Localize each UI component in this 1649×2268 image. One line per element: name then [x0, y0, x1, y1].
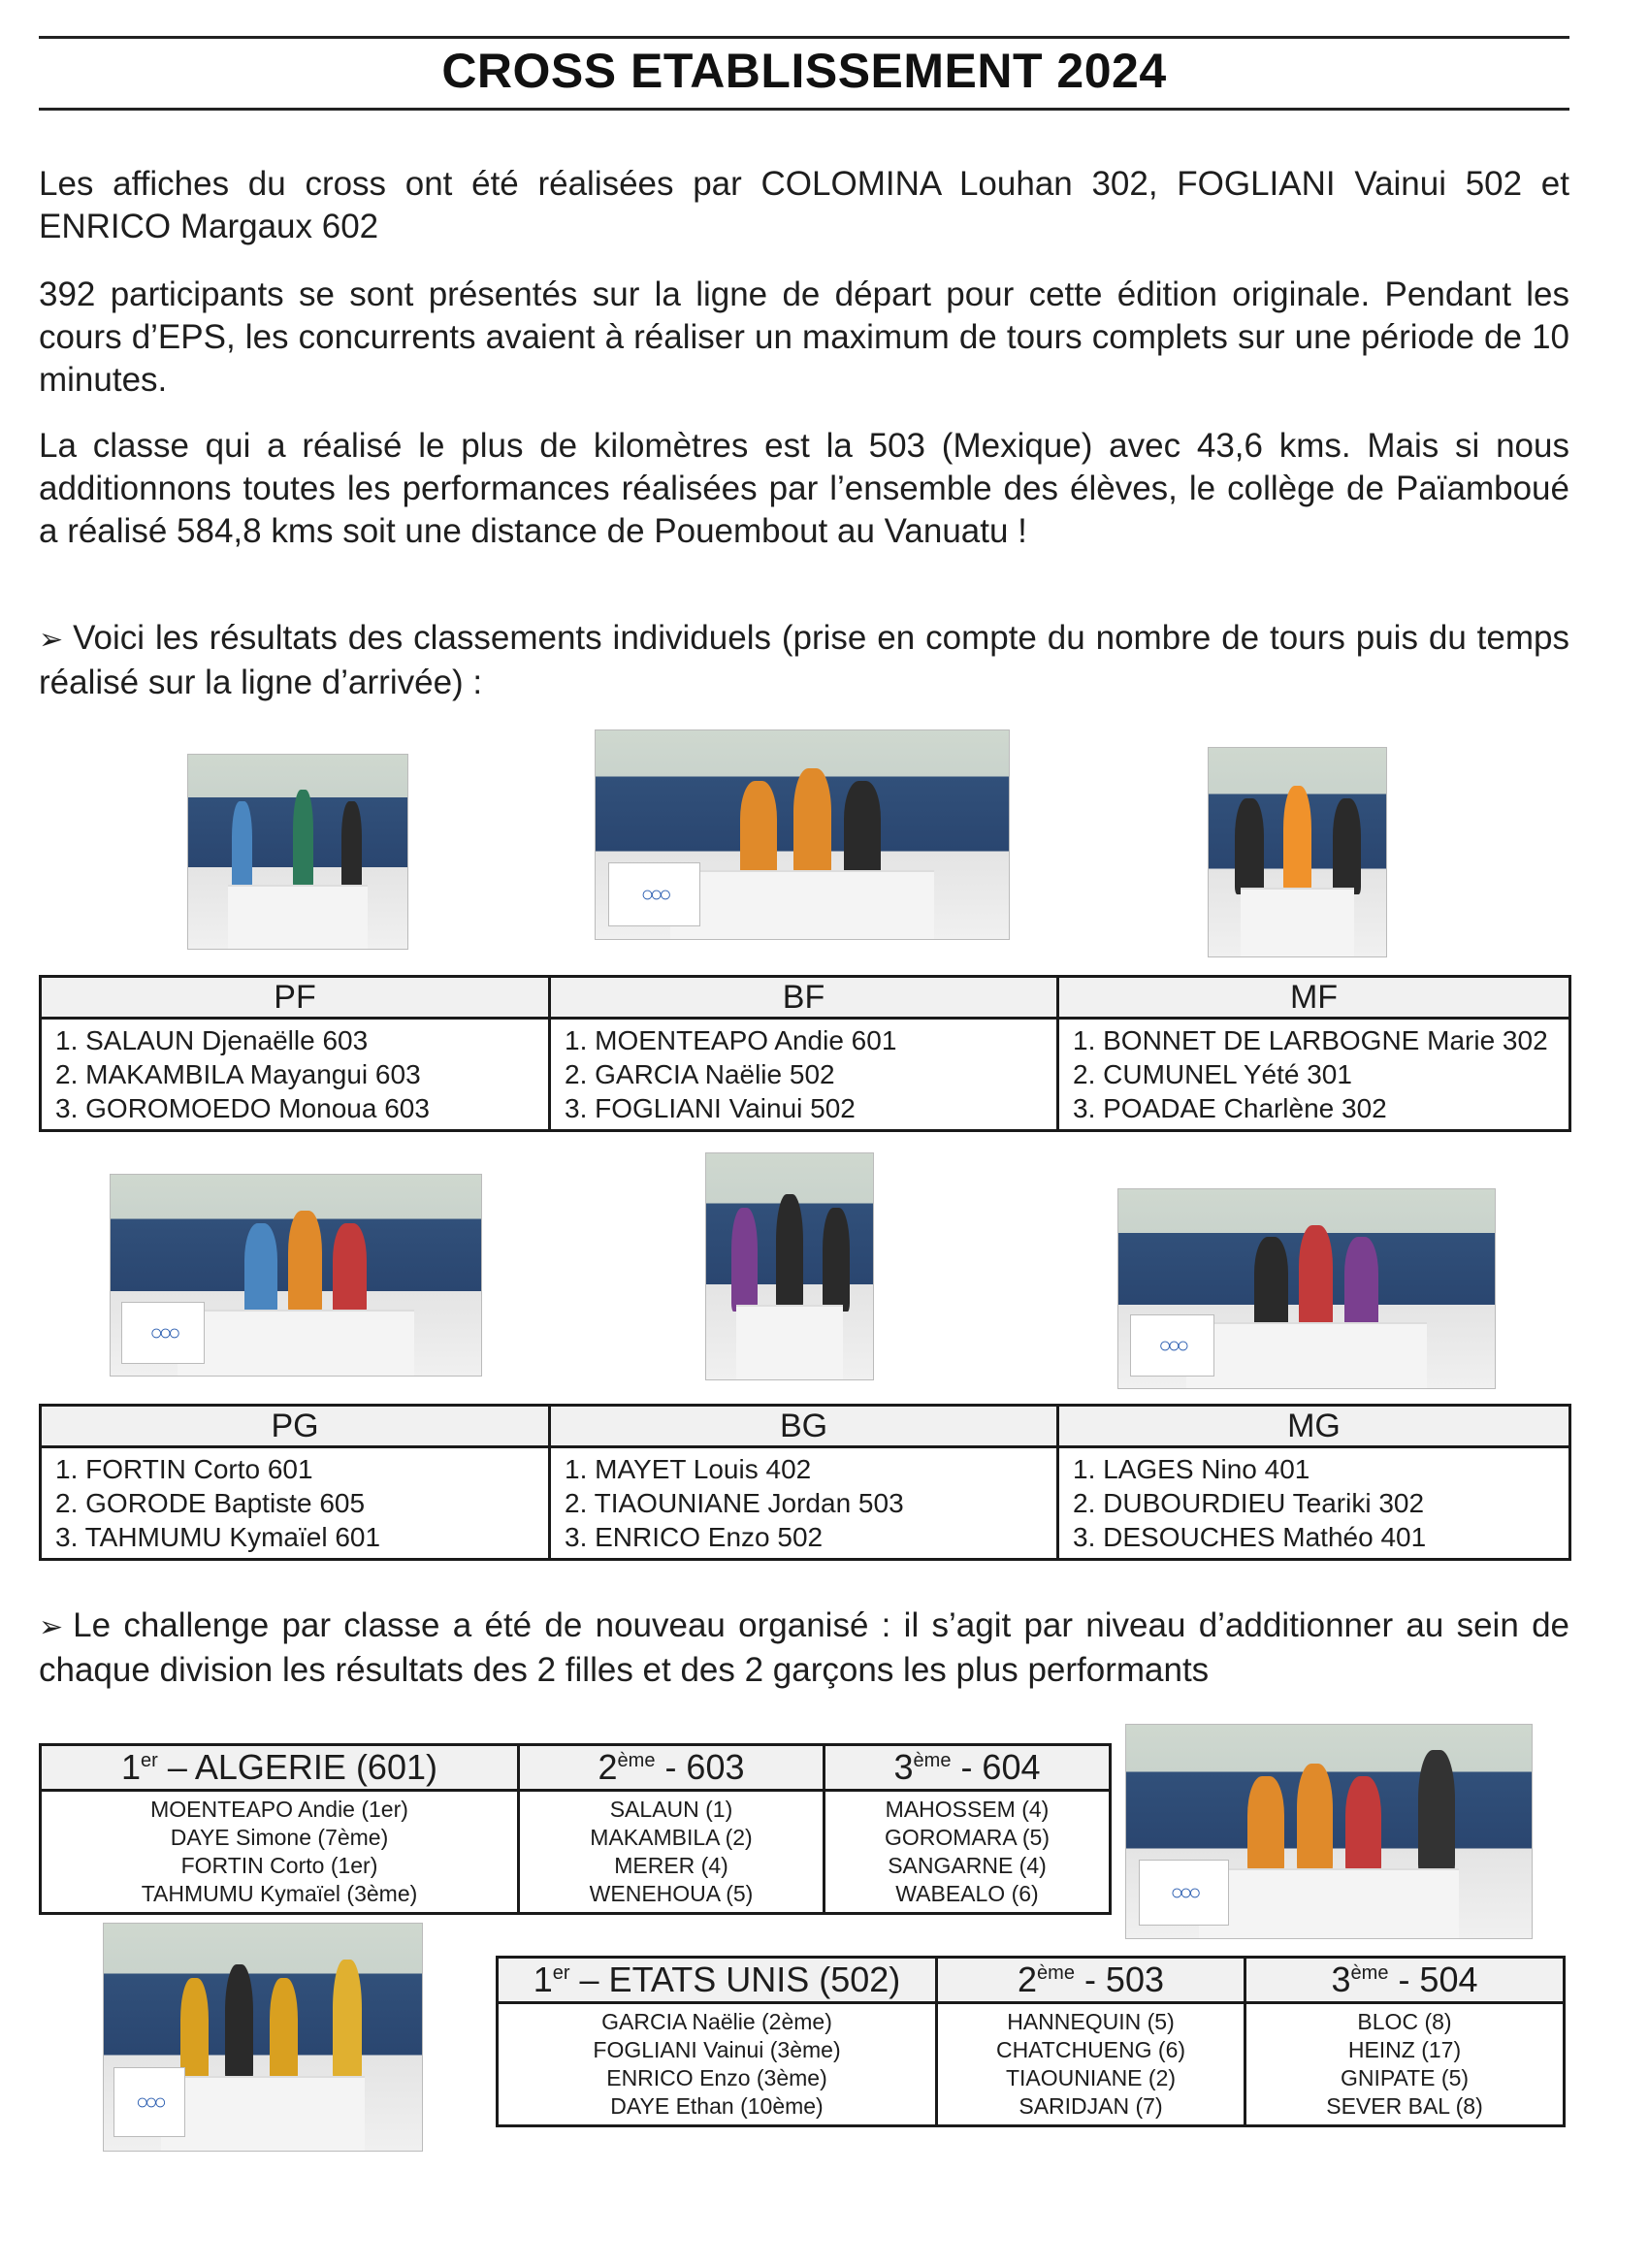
class-member-entry: FOGLIANI Vainui (3ème): [593, 2037, 841, 2062]
class-member-entry: SANGARNE (4): [888, 1853, 1047, 1878]
title-rule-bottom: [39, 108, 1569, 111]
athlete-figure: [225, 1964, 254, 2083]
podium-block: [670, 870, 935, 939]
class-member-entry: SARIDJAN (7): [1018, 2093, 1163, 2119]
athlete-figure: [232, 801, 251, 891]
athlete-figure: [333, 1960, 362, 2082]
class-podium-photo-502: [103, 1923, 423, 2152]
ranking-entry: 2. MAKAMBILA Mayangui 603: [55, 1059, 421, 1089]
paragraph-posters: Les affiches du cross ont été réalisées par COLOMINA Louhan 302, FOGLIANI Vainui 502 et ENRICO Margaux 602: [39, 165, 1569, 245]
ranking-entry: 3. GOROMOEDO Monoua 603: [55, 1093, 430, 1123]
athlete-figure: [1345, 1776, 1382, 1874]
page-title: CROSS ETABLISSEMENT 2024: [441, 44, 1167, 98]
challenge-header-third: 3ème - 604: [824, 1745, 1111, 1791]
ranking-entry: 1. LAGES Nino 401: [1073, 1454, 1310, 1484]
results-cell-bg: [550, 1447, 1058, 1560]
podium-photo-pf: [187, 754, 408, 950]
bullet-individual-text: Voici les résultats des classements individuels (prise en compte du nombre de tours puis du temps réalisé sur la ligne d’arrivée) :: [39, 619, 1569, 701]
arrow-bullet-icon: ➢: [39, 1611, 64, 1643]
podium-block: [1199, 1868, 1459, 1938]
challenge-table-6e: [39, 1743, 1112, 1915]
athlete-figure: [1247, 1776, 1284, 1874]
podium-photo-pg: [110, 1174, 482, 1377]
results-cell-bf: [550, 1019, 1058, 1131]
athlete-figure: [1283, 786, 1311, 894]
ranking-entry: 1. MOENTEAPO Andie 601: [565, 1025, 897, 1055]
ranking-entry: 2. GARCIA Naëlie 502: [565, 1059, 835, 1089]
ranking-entry: 1. FORTIN Corto 601: [55, 1454, 313, 1484]
class-member-entry: TIAOUNIANE (2): [1005, 2065, 1177, 2090]
athlete-figure: [731, 1208, 759, 1312]
ranking-entry: 3. FOGLIANI Vainui 502: [565, 1093, 856, 1123]
podium-photo-mf: [1208, 747, 1387, 957]
class-member-entry: DAYE Ethan (10ème): [610, 2093, 824, 2119]
podium-photo-bf: [595, 729, 1010, 940]
challenge-table-5e: [496, 1956, 1566, 2127]
athlete-figure: [1254, 1237, 1288, 1328]
category-header-bg: BG: [550, 1406, 1058, 1447]
olympic-rings-icon: ○○○: [608, 862, 701, 927]
olympic-rings-icon: ○○○: [1130, 1314, 1214, 1377]
athlete-figure: [244, 1223, 277, 1315]
class-member-entry: DAYE Simone (7ème): [170, 1825, 389, 1850]
ranking-entry: 3. ENRICO Enzo 502: [565, 1522, 824, 1552]
challenge-cell-third: [1245, 2003, 1565, 2126]
class-member-entry: BLOC (8): [1357, 2009, 1452, 2034]
paragraph-kilometers: La classe qui a réalisé le plus de kilomètres est la 503 (Mexique) avec 43,6 kms. Mais si nous additionnons toutes les performances réalisées par l’ensemble des élèves, le collège de Païamboué a réalisé 584,8 kms soit une distance de Pouembout au Vanuatu !: [39, 427, 1569, 550]
olympic-rings-icon: ○○○: [1139, 1860, 1230, 1926]
class-member-entry: GARCIA Naëlie (2ème): [601, 2009, 832, 2034]
ranking-entry: 2. CUMUNEL Yété 301: [1073, 1059, 1352, 1089]
ranking-entry: 1. MAYET Louis 402: [565, 1454, 812, 1484]
bullet-individual-results: [39, 617, 1569, 704]
results-cell-mg: [1058, 1447, 1570, 1560]
podium-block: [736, 1305, 843, 1379]
class-member-entry: SEVER BAL (8): [1326, 2093, 1483, 2119]
ranking-entry: 3. POADAE Charlène 302: [1073, 1093, 1387, 1123]
ranking-entry: 3. DESOUCHES Mathéo 401: [1073, 1522, 1427, 1552]
bullet-challenge-text: Le challenge par classe a été de nouveau organisé : il s’agit par niveau d’additionner au sein de chaque division les résultats des 2 filles et des 2 garçons les plus performants: [39, 1606, 1569, 1689]
results-cell-pg: [41, 1447, 550, 1560]
podium-block: [1241, 888, 1354, 956]
athlete-figure: [823, 1208, 850, 1312]
class-member-entry: MAHOSSEM (4): [885, 1797, 1050, 1822]
category-header-pg: PG: [41, 1406, 550, 1447]
class-podium-photo-601: [1125, 1724, 1533, 1939]
results-cell-pf: [41, 1019, 550, 1131]
class-member-entry: HEINZ (17): [1347, 2037, 1462, 2062]
class-member-entry: MERER (4): [614, 1853, 728, 1878]
class-member-entry: WABEALO (6): [895, 1881, 1039, 1906]
podium-block: [178, 1310, 414, 1376]
class-member-entry: SALAUN (1): [609, 1797, 733, 1822]
athlete-figure: [1235, 798, 1263, 894]
ranking-entry: 2. GORODE Baptiste 605: [55, 1488, 366, 1518]
athlete-figure: [288, 1211, 321, 1315]
class-member-entry: GOROMARA (5): [885, 1825, 1050, 1850]
title-rule-top: [39, 36, 1569, 39]
category-header-bf: BF: [550, 977, 1058, 1019]
challenge-cell-second: [937, 2003, 1245, 2126]
athlete-figure: [341, 801, 361, 891]
class-member-entry: TAHMUMU Kymaïel (3ème): [141, 1881, 418, 1906]
girls-results-table: [39, 975, 1571, 1132]
ranking-entry: 2. DUBOURDIEU Teariki 302: [1073, 1488, 1425, 1518]
olympic-rings-icon: ○○○: [113, 2067, 185, 2137]
podium-photo-bg: [705, 1152, 874, 1380]
athlete-figure: [793, 768, 830, 877]
athlete-figure: [1344, 1237, 1378, 1328]
ranking-entry: 2. TIAOUNIANE Jordan 503: [565, 1488, 904, 1518]
class-member-entry: ENRICO Enzo (3ème): [606, 2065, 827, 2090]
athlete-figure: [270, 1978, 299, 2083]
ranking-entry: 1. SALAUN Djenaëlle 603: [55, 1025, 369, 1055]
class-member-entry: MOENTEAPO Andie (1er): [150, 1797, 408, 1822]
podium-block: [161, 2076, 365, 2151]
category-header-mg: MG: [1058, 1406, 1570, 1447]
athlete-figure: [1297, 1764, 1334, 1874]
athlete-figure: [740, 781, 777, 877]
athlete-figure: [844, 781, 881, 877]
ranking-entry: 3. TAHMUMU Kymaïel 601: [55, 1522, 381, 1552]
podium-photo-mg: [1117, 1188, 1496, 1389]
athlete-figure: [333, 1223, 366, 1315]
class-member-entry: CHATCHUENG (6): [995, 2037, 1186, 2062]
challenge-cell-second: [519, 1791, 824, 1914]
class-member-entry: GNIPATE (5): [1340, 2065, 1470, 2090]
paragraph-participants: 392 participants se sont présentés sur la ligne de départ pour cette édition originale. Pendant les cours d’EPS, les concurrents avaient à réaliser un maximum de tours complets sur une période de 10 minutes.: [39, 275, 1569, 399]
class-member-entry: FORTIN Corto (1er): [180, 1853, 378, 1878]
results-cell-mf: [1058, 1019, 1570, 1131]
podium-block: [228, 885, 369, 949]
class-member-entry: MAKAMBILA (2): [590, 1825, 753, 1850]
challenge-header-second: 2ème - 603: [519, 1745, 824, 1791]
arrow-bullet-icon: ➢: [39, 624, 64, 656]
category-header-pf: PF: [41, 977, 550, 1019]
class-member-entry: HANNEQUIN (5): [1007, 2009, 1175, 2034]
athlete-figure: [1418, 1750, 1455, 1874]
athlete-figure: [1299, 1225, 1333, 1329]
athlete-figure: [293, 790, 312, 891]
class-member-entry: WENEHOUA (5): [589, 1881, 754, 1906]
challenge-header-third: 3ème - 504: [1245, 1958, 1565, 2003]
category-header-mf: MF: [1058, 977, 1570, 1019]
challenge-cell-first: [498, 2003, 937, 2126]
challenge-cell-third: [824, 1791, 1111, 1914]
olympic-rings-icon: ○○○: [121, 1302, 205, 1364]
athlete-figure: [776, 1194, 803, 1312]
podium-block: [1186, 1322, 1427, 1388]
challenge-header-first: 1er – ETATS UNIS (502): [498, 1958, 937, 2003]
boys-results-table: [39, 1404, 1571, 1561]
challenge-header-second: 2ème - 503: [937, 1958, 1245, 2003]
challenge-cell-first: [41, 1791, 519, 1914]
bullet-class-challenge: [39, 1604, 1569, 1692]
ranking-entry: 1. BONNET DE LARBOGNE Marie 302: [1073, 1025, 1548, 1055]
challenge-header-first: 1er – ALGERIE (601): [41, 1745, 519, 1791]
athlete-figure: [1333, 798, 1361, 894]
